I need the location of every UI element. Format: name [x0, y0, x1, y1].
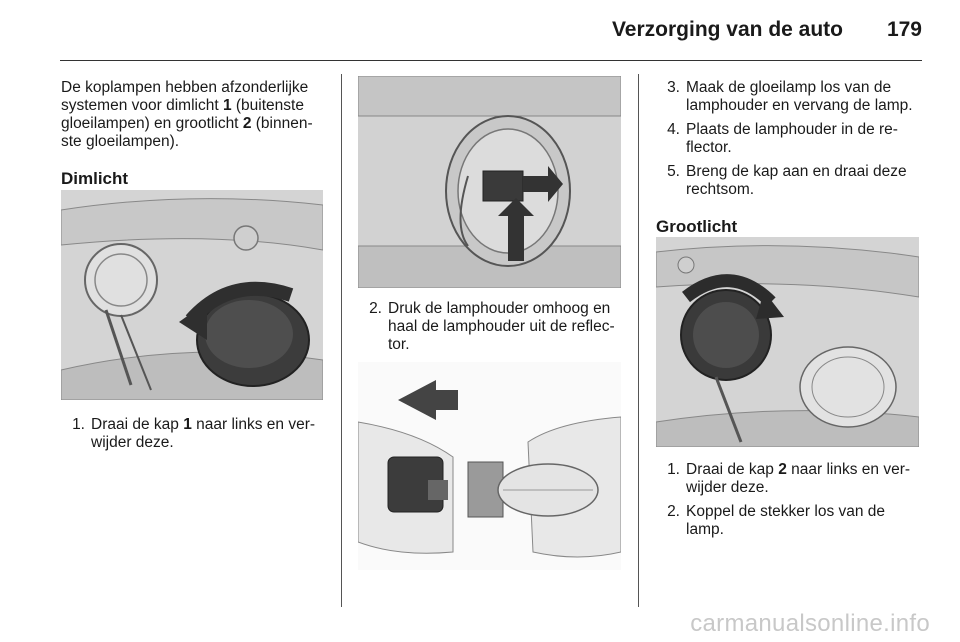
step-text-part-2: naar links en ver-wijder deze. [686, 461, 911, 496]
high-beam-cap-drawing [656, 237, 919, 447]
bulb-removal-drawing [358, 362, 621, 570]
column-3 [656, 79, 922, 237]
column-1 [61, 79, 329, 189]
watermark[interactable]: carmanualsonline.info [690, 610, 930, 637]
step-number: 1. [72, 416, 85, 433]
step-2-dimlicht [358, 300, 624, 354]
step-text: Breng de kap aan en draai deze rechtsom. [686, 163, 907, 198]
illustration-low-beam-cap [61, 190, 323, 400]
illustration-high-beam-cap [656, 237, 919, 447]
intro-number-1: 1 [222, 97, 232, 114]
intro-text-2: (buitenste gloeilampen) en grootlicht [61, 97, 304, 132]
page-header-title: Verzorging van de auto [611, 18, 843, 41]
intro-paragraph [61, 79, 329, 151]
step-text-part-1: Draai de kap [686, 461, 779, 478]
step-number: 2. [369, 300, 382, 317]
step-5-dimlicht [656, 163, 922, 199]
step-text [91, 416, 329, 452]
intro-number-2: 2 [242, 115, 252, 132]
step-text: Druk de lamphouder omhoog en haal de lamphouder uit de reflec-tor. [388, 300, 615, 353]
step-text-bold: 1 [183, 416, 192, 433]
step-2-grootlicht [656, 503, 922, 539]
step-number: 5. [667, 163, 680, 180]
step-number: 3. [667, 79, 680, 96]
column-divider-2 [638, 74, 639, 607]
lamp-holder-push-drawing [358, 76, 621, 288]
page-number: 179 [886, 18, 922, 41]
step-text-part-2: naar links en ver-wijder deze. [91, 416, 316, 451]
step-1-dimlicht [61, 416, 329, 452]
intro-text-3: (binnen-ste gloeilampen). [61, 115, 313, 150]
column-3-steps [656, 461, 922, 539]
step-text: Koppel de stekker los van de lamp. [686, 503, 886, 538]
header-divider [60, 60, 922, 61]
illustration-lamp-holder-push [358, 76, 621, 288]
step-text-bold: 2 [778, 461, 787, 478]
step-number: 1. [667, 461, 680, 478]
heading-grootlicht: Grootlicht [656, 217, 738, 236]
heading-dimlicht: Dimlicht [61, 169, 129, 188]
low-beam-cap-drawing [61, 190, 323, 400]
step-number: 2. [667, 503, 680, 520]
step-text: Maak de gloeilamp los van de lamphouder en vervang de lamp. [686, 79, 913, 114]
illustration-bulb-removal [358, 362, 621, 570]
column-2-steps [358, 300, 624, 354]
column-divider-1 [341, 74, 342, 607]
step-text-part-1: Draai de kap [91, 416, 184, 433]
step-3-dimlicht [656, 79, 922, 115]
step-text [686, 461, 922, 497]
step-text: Plaats de lamphouder in de re-flector. [686, 121, 898, 156]
column-1-steps [61, 416, 329, 452]
intro-text-1: De koplampen hebben afzonderlijke systemen voor dimlicht [61, 79, 309, 114]
step-4-dimlicht [656, 121, 922, 157]
step-1-grootlicht [656, 461, 922, 497]
step-number: 4. [667, 121, 680, 138]
